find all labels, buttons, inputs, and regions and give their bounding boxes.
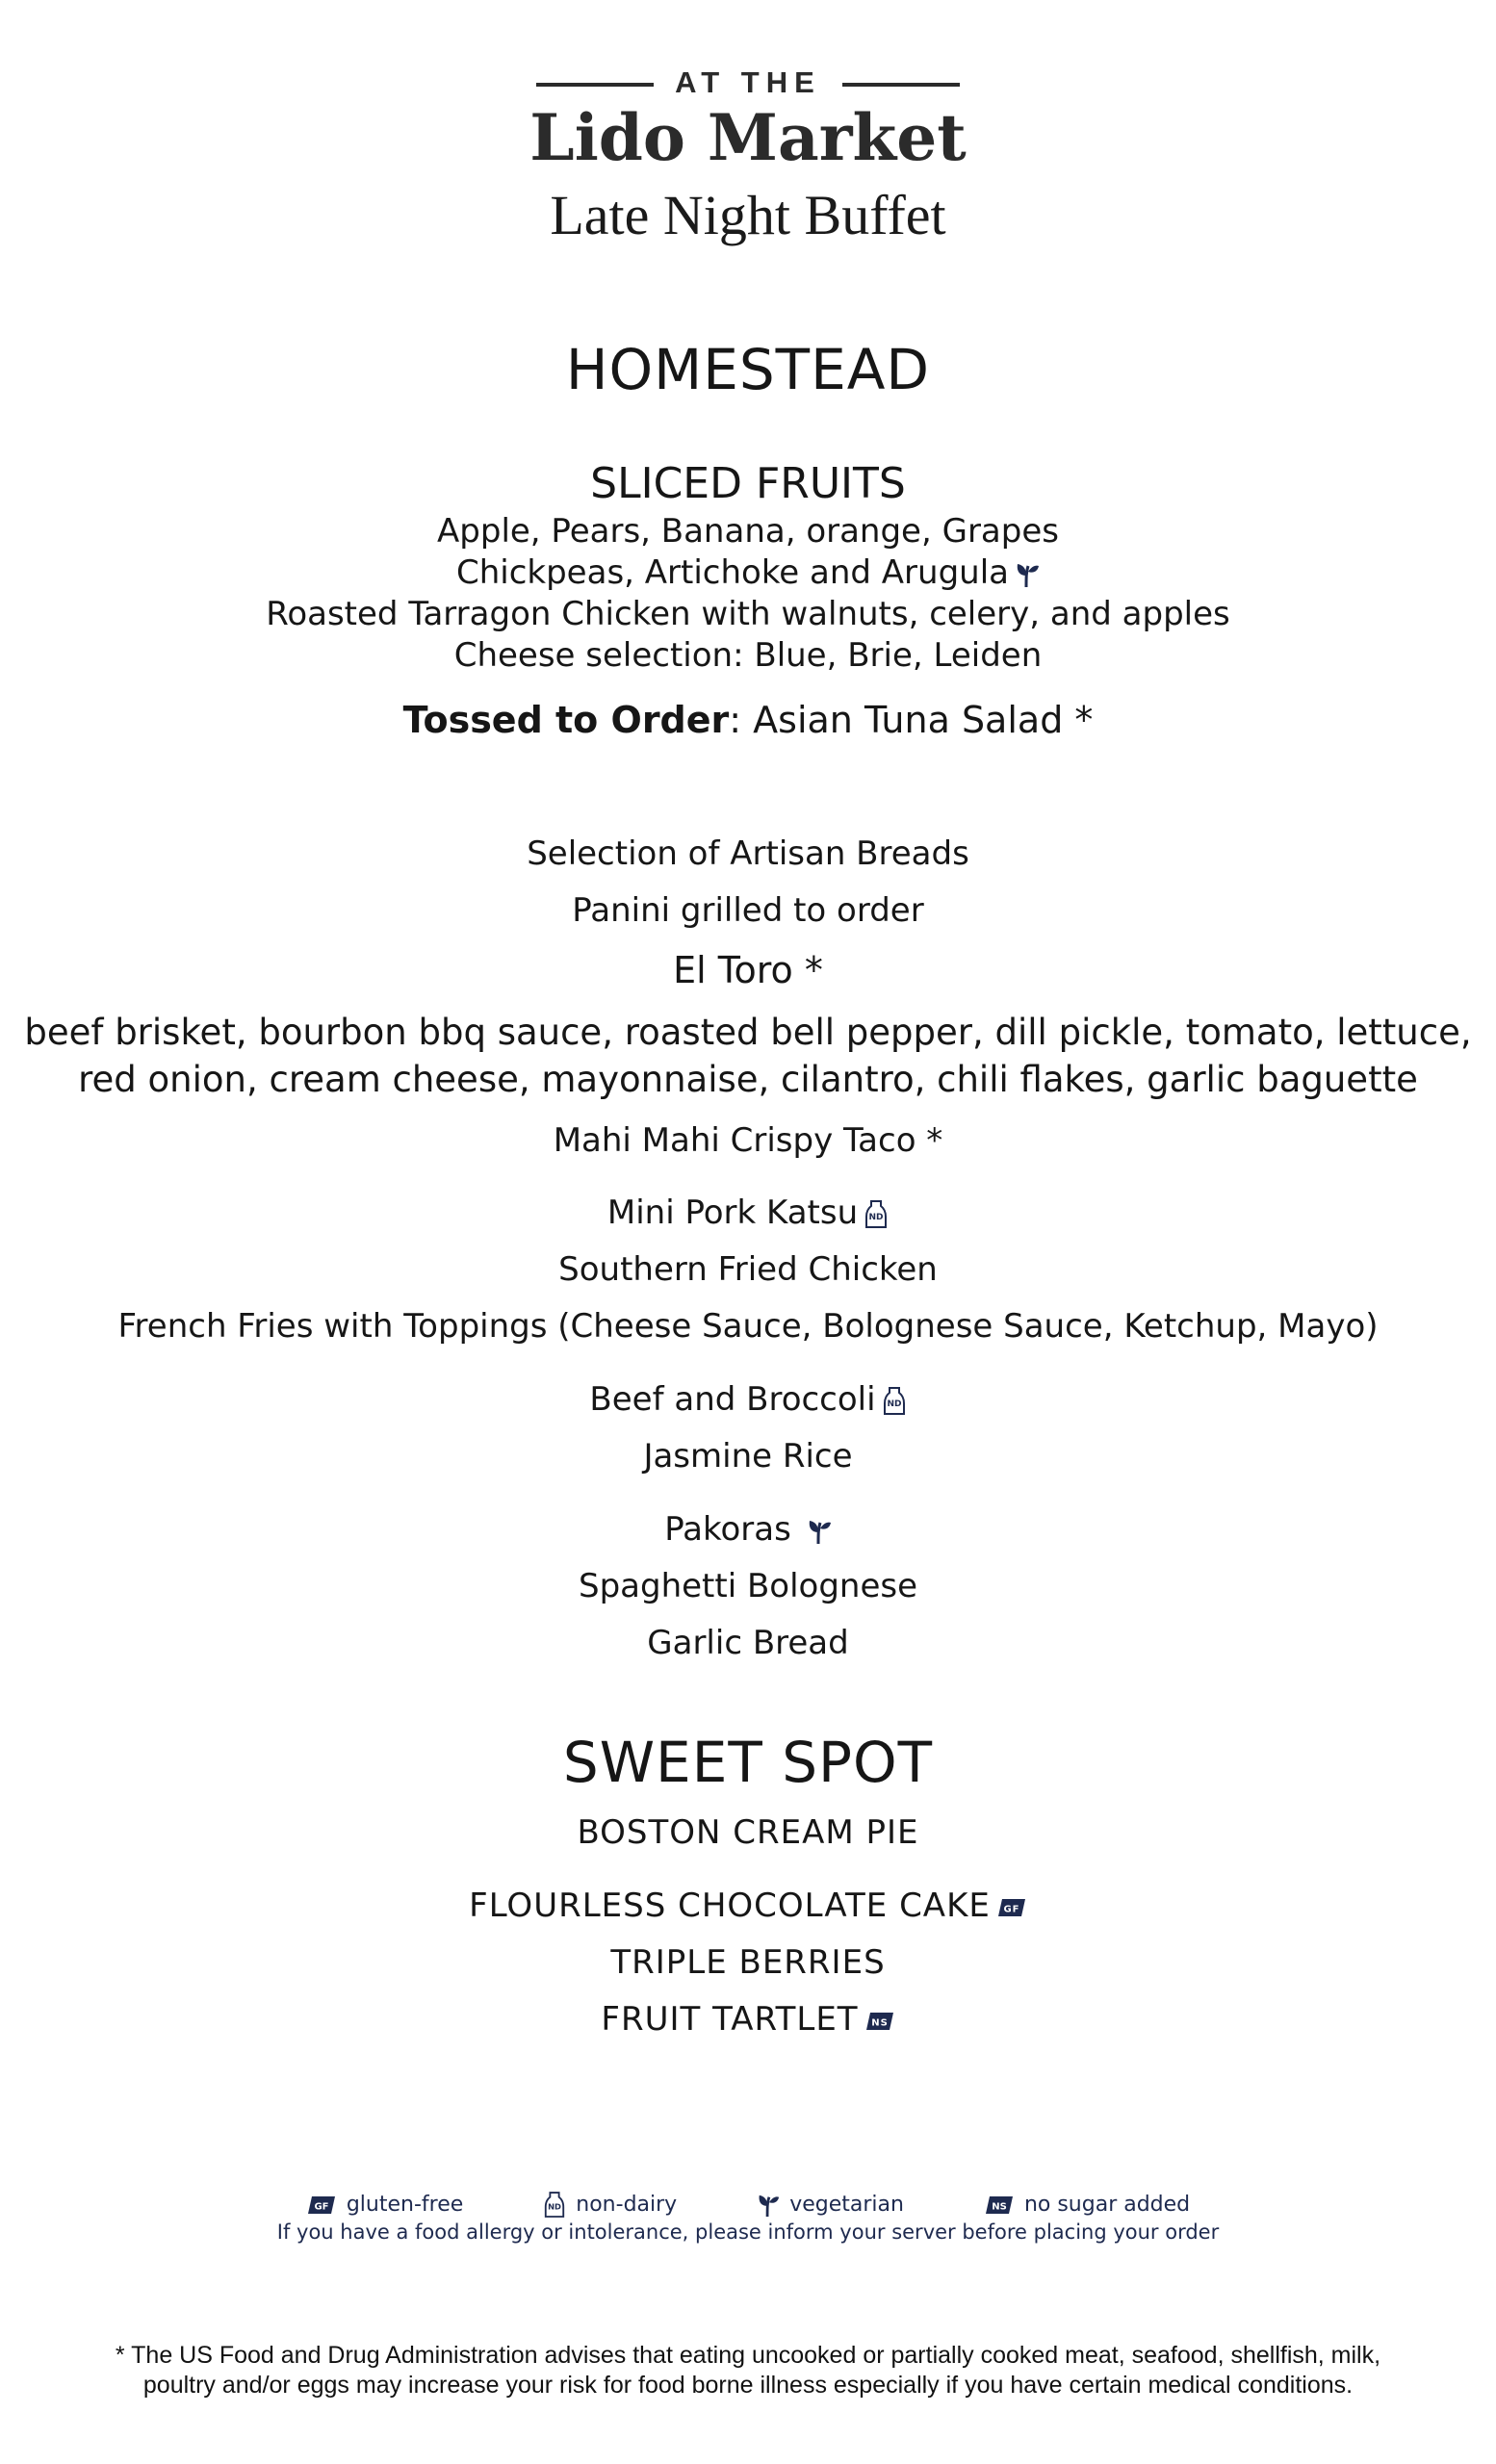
menu-item: Jasmine Rice — [643, 1437, 853, 1476]
dietary-legend — [0, 2191, 1496, 2220]
menu-item-description: red onion, cream cheese, mayonnaise, cilantro, chili flakes, garlic baguette — [78, 1059, 1418, 1100]
svg-text:NS: NS — [870, 2017, 889, 2028]
menu-item: French Fries with Toppings (Cheese Sauce, Bolognese Sauce, Ketchup, Mayo) — [117, 1307, 1379, 1346]
gluten-free-icon — [306, 2194, 337, 2217]
legend-label: vegetarian — [789, 2193, 904, 2217]
legend-label: no sugar added — [1023, 2193, 1191, 2217]
menu-item: Roasted Tarragon Chicken with walnuts, celery, and apples — [266, 595, 1230, 633]
no-sugar-added-icon — [984, 2194, 1015, 2217]
vegetarian-icon — [1015, 560, 1040, 589]
menu-item: Mahi Mahi Crispy Taco * — [553, 1121, 943, 1160]
non-dairy-icon — [882, 1386, 907, 1417]
allergy-note: If you have a food allergy or intolerance, please inform your server before placing your order — [276, 2220, 1220, 2244]
menu-item: Garlic Bread — [647, 1624, 849, 1662]
menu-item — [0, 553, 1496, 592]
legend-vegetarian — [757, 2192, 904, 2219]
menu-item-label: Mini Pork Katsu — [606, 1194, 859, 1232]
non-dairy-icon — [864, 1199, 889, 1230]
vegetarian-icon — [807, 1517, 832, 1546]
at-the-heading — [0, 65, 1496, 100]
svg-text:ND: ND — [887, 1399, 902, 1409]
vegetarian-icon — [757, 2192, 780, 2219]
svg-text:GF: GF — [314, 2201, 329, 2213]
no-sugar-added-icon — [864, 2010, 895, 2033]
menu-item-label: Chickpeas, Artichoke and Arugula — [455, 553, 1009, 592]
menu-item: Cheese selection: Blue, Brie, Leiden — [453, 636, 1043, 675]
sliced-fruits-title: SLICED FRUITS — [590, 459, 906, 508]
tossed-to-order-line — [0, 699, 1496, 741]
menu-item: Southern Fried Chicken — [558, 1250, 938, 1289]
menu-item-label: Pakoras — [664, 1510, 791, 1549]
menu-item — [0, 1380, 1496, 1419]
menu-item: Spaghetti Bolognese — [578, 1567, 918, 1605]
dessert-item: BOSTON CREAM PIE — [577, 1813, 919, 1852]
at-the-text: AT THE — [675, 65, 821, 99]
brand-title: Lido Market — [529, 100, 967, 175]
divider-right — [842, 83, 960, 87]
menu-item-label: Beef and Broccoli — [589, 1380, 876, 1419]
menu-item: Selection of Artisan Breads — [527, 834, 969, 873]
dessert-item — [0, 2000, 1496, 2039]
menu-item: Apple, Pears, Banana, orange, Grapes — [437, 512, 1059, 551]
divider-left — [536, 83, 654, 87]
svg-text:ND: ND — [548, 2201, 562, 2212]
menu-item-description: beef brisket, bourbon bbq sauce, roasted bell pepper, dill pickle, tomato, lettuce, — [24, 1012, 1472, 1053]
menu-item — [0, 1194, 1496, 1232]
legend-non-dairy — [543, 2191, 677, 2220]
section-title-sweet-spot: SWEET SPOT — [562, 1730, 934, 1795]
tossed-value: : Asian Tuna Salad * — [729, 699, 1094, 741]
menu-item: El Toro * — [673, 949, 823, 991]
section-title-homestead: HOMESTEAD — [565, 337, 931, 402]
menu-subtitle: Late Night Buffet — [550, 184, 946, 246]
svg-text:GF: GF — [1003, 1904, 1020, 1914]
dessert-item: TRIPLE BERRIES — [610, 1943, 886, 1982]
fda-disclaimer: * The US Food and Drug Administration advises that eating uncooked or partially cooked meat, seafood, shellfish, milk, poultry and/or eggs may increase your risk for food borne illness especially if you have certain medical conditions. — [115, 2342, 1381, 2399]
svg-text:ND: ND — [868, 1212, 884, 1222]
svg-text:NS: NS — [992, 2201, 1007, 2213]
legend-label: gluten-free — [346, 2193, 464, 2217]
menu-item — [0, 1510, 1496, 1549]
gluten-free-icon — [996, 1896, 1027, 1919]
dessert-item — [0, 1886, 1496, 1925]
dessert-item-label: FLOURLESS CHOCOLATE CAKE — [469, 1886, 991, 1925]
menu-item: Panini grilled to order — [572, 891, 924, 930]
dessert-item-label: FRUIT TARTLET — [601, 2000, 859, 2039]
legend-gluten-free — [306, 2193, 463, 2217]
legend-label: non-dairy — [576, 2193, 678, 2217]
legend-no-sugar-added — [984, 2193, 1190, 2217]
tossed-label: Tossed to Order — [402, 699, 730, 741]
non-dairy-icon — [543, 2191, 566, 2220]
